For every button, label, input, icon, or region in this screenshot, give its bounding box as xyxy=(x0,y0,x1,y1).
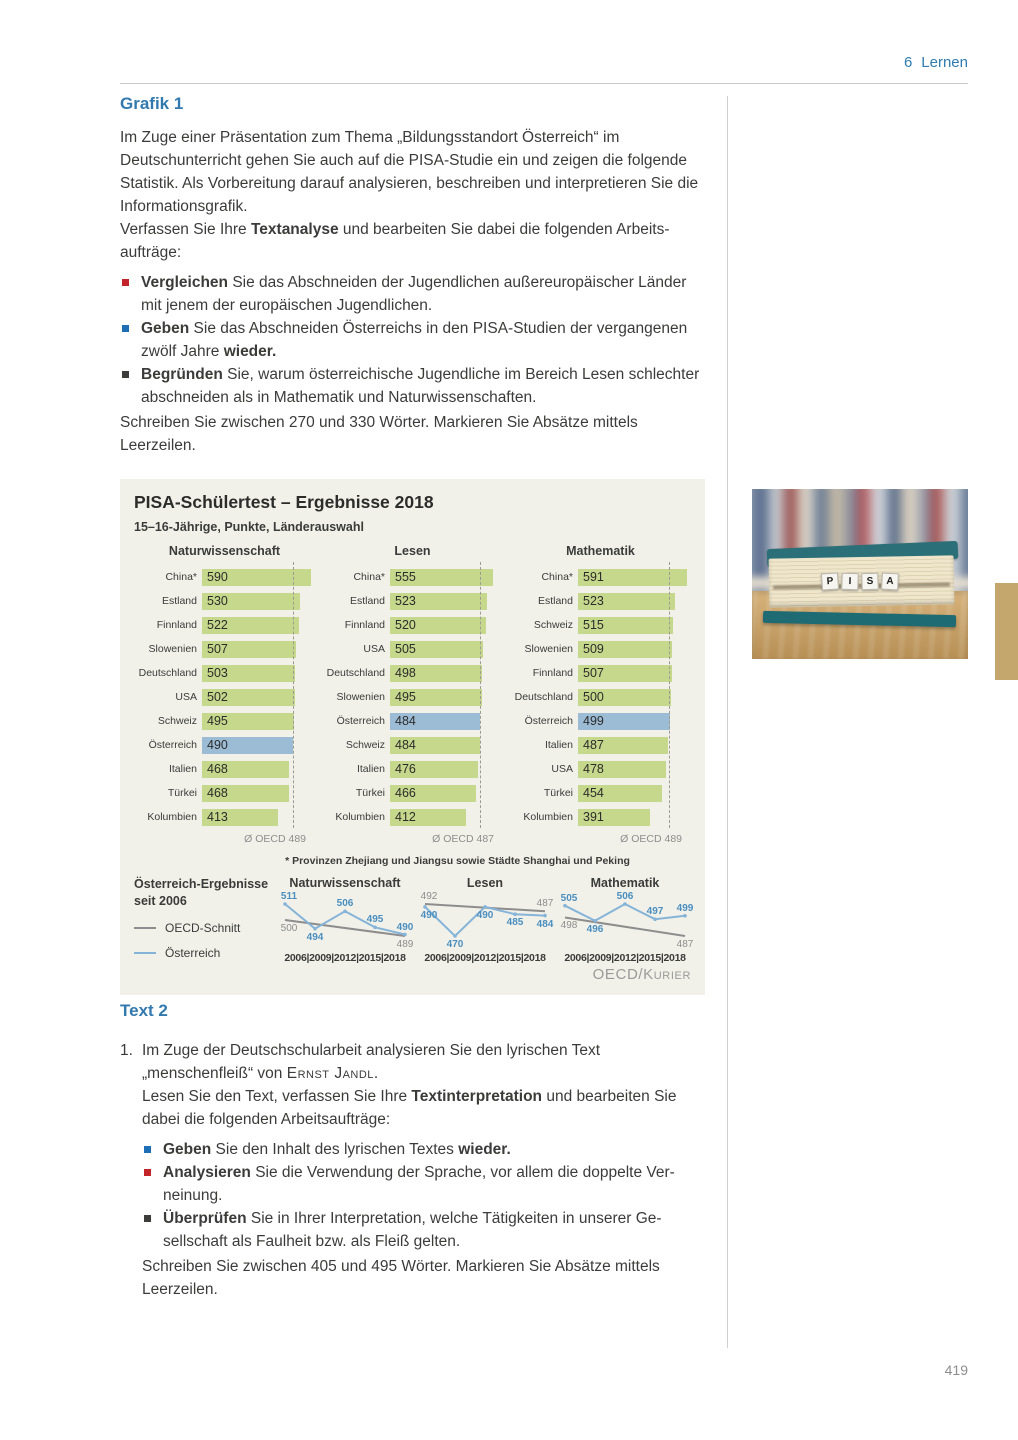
bar-track xyxy=(578,761,691,778)
bar-value: 507 xyxy=(207,642,228,656)
bullet-item xyxy=(142,1161,705,1207)
country-label: Slowenien xyxy=(524,643,573,655)
bar-column xyxy=(322,544,503,845)
country-label: Italien xyxy=(544,739,573,751)
bar-row xyxy=(510,637,691,661)
bar-track xyxy=(390,785,503,802)
data-label: 506 xyxy=(336,898,354,910)
bar xyxy=(202,641,296,658)
bar-track xyxy=(202,713,315,730)
bar-track xyxy=(202,737,315,754)
data-label: 487 xyxy=(536,898,554,910)
data-label: 484 xyxy=(536,918,554,930)
bar-value: 500 xyxy=(583,690,604,704)
country-label: Schweiz xyxy=(533,619,573,631)
bar-track xyxy=(390,641,503,658)
bar-row xyxy=(322,805,503,829)
bar xyxy=(578,617,673,634)
main-column xyxy=(120,88,705,1301)
bar xyxy=(202,593,300,610)
legend-item xyxy=(134,946,269,960)
bar-track xyxy=(202,569,315,586)
bar-row xyxy=(322,637,503,661)
bullet-text: Analysieren Sie die Verwendung der Sprache, vor allem die doppelte Verneinung. xyxy=(163,1164,675,1204)
bar-value: 490 xyxy=(207,738,228,752)
bar-track xyxy=(578,665,691,682)
bar-row xyxy=(510,757,691,781)
data-label: 495 xyxy=(366,914,384,926)
oecd-average-label: Ø OECD 489 xyxy=(620,833,682,845)
bar xyxy=(390,737,480,754)
bar-value: 515 xyxy=(583,618,604,632)
bar-value: 498 xyxy=(395,666,416,680)
bar-value: 391 xyxy=(583,810,604,824)
margin-tab xyxy=(995,583,1018,680)
country-label: Deutschland xyxy=(514,691,573,703)
grafik1-heading: Grafik 1 xyxy=(120,94,184,113)
bar-track xyxy=(202,617,315,634)
letter-tiles xyxy=(821,573,898,590)
pisa-chart-panel xyxy=(120,479,705,995)
bar-value: 466 xyxy=(395,786,416,800)
bar-value: 454 xyxy=(583,786,604,800)
text2-task-paragraph: Lesen Sie den Text, verfassen Sie Ihre Textinterpretation und bearbeiten Sie dabei die folgenden Arbeitsaufträge: xyxy=(142,1088,677,1128)
data-label: 490 xyxy=(396,921,414,933)
bullet-square-icon xyxy=(144,1215,151,1222)
bar xyxy=(390,593,487,610)
bar xyxy=(390,713,480,730)
bar-track xyxy=(390,713,503,730)
bar-value: 487 xyxy=(583,738,604,752)
bar-row xyxy=(510,613,691,637)
country-label: Slowenien xyxy=(336,691,385,703)
letter-tile: S xyxy=(861,573,879,591)
bar-track xyxy=(202,809,315,826)
data-label: 511 xyxy=(280,891,298,902)
bar-track xyxy=(390,737,503,754)
oecd-average-label: Ø OECD 489 xyxy=(244,833,306,845)
bar-row xyxy=(134,805,315,829)
bar xyxy=(202,617,299,634)
bar xyxy=(578,809,650,826)
bar-chart-columns xyxy=(134,544,691,845)
country-label: Finnland xyxy=(156,619,197,631)
chapter-number: 6 xyxy=(903,54,913,71)
data-label: 497 xyxy=(646,906,664,918)
bar-column xyxy=(134,544,315,845)
bar-row xyxy=(510,661,691,685)
bar-row xyxy=(134,637,315,661)
bar-row xyxy=(322,757,503,781)
chapter-title: Lernen xyxy=(921,54,968,71)
country-label: Türkei xyxy=(167,787,197,799)
oecd-average-label: Ø OECD 487 xyxy=(432,833,494,845)
bar-track xyxy=(390,689,503,706)
bullet-square-icon xyxy=(144,1146,151,1153)
bar xyxy=(202,737,293,754)
bar xyxy=(390,665,482,682)
bar xyxy=(202,761,289,778)
book-cover-bottom xyxy=(762,611,955,628)
bars-area xyxy=(134,565,315,829)
text2-bullet-list xyxy=(142,1138,705,1253)
country-label: Finnland xyxy=(344,619,385,631)
data-label: 470 xyxy=(446,939,464,950)
oecd-average-dashed-line xyxy=(480,562,481,828)
letter-tile: A xyxy=(881,572,899,590)
bar-track xyxy=(390,809,503,826)
bar-value: 413 xyxy=(207,810,228,824)
bar-value: 484 xyxy=(395,738,416,752)
data-label: 485 xyxy=(506,917,524,929)
grafik1-bullet-list xyxy=(120,271,705,409)
bar-track xyxy=(390,761,503,778)
bar-row xyxy=(510,733,691,757)
bar xyxy=(578,713,670,730)
bar-row xyxy=(134,589,315,613)
bars-area xyxy=(510,565,691,829)
country-label: Estland xyxy=(161,595,197,607)
bar-value: 503 xyxy=(207,666,228,680)
bar-value: 505 xyxy=(395,642,416,656)
trend-column-header: Mathematik xyxy=(590,876,660,890)
country-label: USA xyxy=(551,763,573,775)
trend-years-axis: 2006|2009|2012|2015|2018 xyxy=(424,952,546,964)
data-label: 498 xyxy=(560,920,578,932)
country-label: Estland xyxy=(349,595,385,607)
oecd-average-dashed-line xyxy=(669,562,670,828)
data-label: 506 xyxy=(616,891,634,902)
country-label: Schweiz xyxy=(345,739,385,751)
bar xyxy=(390,785,476,802)
bar-value: 590 xyxy=(207,570,228,584)
bar-track xyxy=(578,641,691,658)
text2-body xyxy=(142,1039,705,1301)
bar-row xyxy=(322,685,503,709)
bar-value: 523 xyxy=(395,594,416,608)
bullet-item xyxy=(120,271,705,317)
bar-value: 484 xyxy=(395,714,416,728)
bar-row xyxy=(510,685,691,709)
bar xyxy=(390,761,478,778)
bar-track xyxy=(578,713,691,730)
bar-row xyxy=(134,613,315,637)
country-label: Kolumbien xyxy=(523,811,573,823)
bar-track xyxy=(202,665,315,682)
bar-value: 502 xyxy=(207,690,228,704)
bullet-text: Vergleichen Sie das Abschneiden der Jugendlichen außereuropäischer Länder mit jenem der europäischen Jugendlichen. xyxy=(141,274,687,314)
header-rule xyxy=(120,83,968,84)
bar xyxy=(202,665,295,682)
bar xyxy=(202,713,294,730)
bar xyxy=(202,569,311,586)
pisa-book-photo xyxy=(752,489,968,659)
bar-row xyxy=(134,757,315,781)
bar-row xyxy=(510,589,691,613)
trend-mini-chart xyxy=(279,876,414,964)
bar-row xyxy=(322,733,503,757)
country-label: USA xyxy=(363,643,385,655)
bar xyxy=(578,737,668,754)
trend-legend xyxy=(134,876,269,964)
column-header: Naturwissenschaft xyxy=(168,544,281,558)
column-header: Mathematik xyxy=(566,544,635,558)
legend-label: Österreich xyxy=(165,946,221,960)
page-number: 419 xyxy=(944,1362,968,1378)
bar-row xyxy=(510,565,691,589)
bar-track xyxy=(578,737,691,754)
bar-value: 523 xyxy=(583,594,604,608)
bar-track xyxy=(202,641,315,658)
legend-line-swatch xyxy=(134,927,156,929)
country-label: Deutschland xyxy=(326,667,385,679)
bar-track xyxy=(578,785,691,802)
bullet-square-icon xyxy=(122,279,129,286)
bar-row xyxy=(322,589,503,613)
book xyxy=(761,545,960,627)
bar xyxy=(578,593,675,610)
country-label: China* xyxy=(165,571,197,583)
bar xyxy=(578,689,671,706)
item-number: 1. xyxy=(120,1042,133,1059)
bar-row xyxy=(322,709,503,733)
column-header: Lesen xyxy=(394,544,431,558)
bar-row xyxy=(134,661,315,685)
bar-value: 468 xyxy=(207,786,228,800)
data-label: 500 xyxy=(280,923,298,934)
bar-value: 507 xyxy=(583,666,604,680)
data-label: 505 xyxy=(560,892,578,904)
bar-value: 412 xyxy=(395,810,416,824)
bullet-item xyxy=(120,317,705,363)
country-label: Estland xyxy=(537,595,573,607)
bar xyxy=(390,641,483,658)
bar-value: 476 xyxy=(395,762,416,776)
data-label: 489 xyxy=(396,939,414,950)
bar-value: 530 xyxy=(207,594,228,608)
bar xyxy=(202,785,289,802)
bar-row xyxy=(510,781,691,805)
bullet-text: Geben Sie das Abschneiden Österreichs in den PISA-Studien der vergangenen zwölf Jahre wieder. xyxy=(141,320,688,360)
chart-title: PISA-Schülertest – Ergebnisse 2018 xyxy=(134,492,434,512)
trend-legend-items xyxy=(134,921,269,960)
country-label: Slowenien xyxy=(148,643,197,655)
bar-row xyxy=(322,613,503,637)
chart-subtitle: 15–16-Jährige, Punkte, Länderauswahl xyxy=(134,520,364,534)
country-label: Österreich xyxy=(336,715,385,727)
bar-column xyxy=(510,544,691,845)
trend-heading: Österreich-Ergebnisse seit 2006 xyxy=(134,877,269,908)
bar-row xyxy=(510,709,691,733)
bar-value: 468 xyxy=(207,762,228,776)
text2-word-count-paragraph: Schreiben Sie zwischen 405 und 495 Wörter. Markieren Sie Absätze mittels Leerzeilen. xyxy=(142,1258,660,1298)
bar-track xyxy=(390,617,503,634)
bar-value: 499 xyxy=(583,714,604,728)
country-label: Österreich xyxy=(148,739,197,751)
country-label: China* xyxy=(541,571,573,583)
bar-track xyxy=(578,617,691,634)
bar-value: 495 xyxy=(395,690,416,704)
bar-value: 495 xyxy=(207,714,228,728)
legend-line-swatch xyxy=(134,952,156,954)
bar-track xyxy=(390,665,503,682)
trend-column-header: Naturwissenschaft xyxy=(289,876,401,890)
letter-tile: I xyxy=(841,573,859,591)
bar xyxy=(578,641,672,658)
bar-row xyxy=(134,565,315,589)
trend-section xyxy=(134,876,694,964)
country-label: Deutschland xyxy=(138,667,197,679)
bar-track xyxy=(202,761,315,778)
bar-track xyxy=(578,689,691,706)
bar-row xyxy=(510,805,691,829)
bar-track xyxy=(578,569,691,586)
bar-value: 522 xyxy=(207,618,228,632)
bar-value: 478 xyxy=(583,762,604,776)
data-label: 492 xyxy=(420,891,438,902)
bar xyxy=(578,761,666,778)
bars-area xyxy=(322,565,503,829)
bullet-item xyxy=(120,363,705,409)
trend-years-axis: 2006|2009|2012|2015|2018 xyxy=(564,952,686,964)
country-label: Finnland xyxy=(532,667,573,679)
country-label: Schweiz xyxy=(157,715,197,727)
legend-label: OECD-Schnitt xyxy=(165,921,241,935)
bar-track xyxy=(202,689,315,706)
bar xyxy=(202,689,295,706)
bar-track xyxy=(202,785,315,802)
data-label: 494 xyxy=(306,931,324,943)
bar xyxy=(202,809,278,826)
bar-value: 591 xyxy=(583,570,604,584)
bar-row xyxy=(322,781,503,805)
trend-column-header: Lesen xyxy=(466,876,504,890)
bar xyxy=(578,785,662,802)
bar-row xyxy=(134,709,315,733)
bar xyxy=(578,665,672,682)
bullet-item xyxy=(142,1207,705,1253)
bar-track xyxy=(390,593,503,610)
trend-years-axis: 2006|2009|2012|2015|2018 xyxy=(284,952,406,964)
trend-mini-chart xyxy=(559,876,694,964)
bar xyxy=(390,617,486,634)
bar xyxy=(390,569,493,586)
grafik1-intro-paragraph: Im Zuge einer Präsentation zum Thema „Bildungsstandort Österreich“ im Deutschunterricht gehen Sie auch auf die PISA-Studie ein und zeigen die folgende Statistik. Als Vorbereitung darauf analysieren, beschreiben und interpretieren Sie die Informationsgrafik. xyxy=(120,129,699,215)
country-label: China* xyxy=(353,571,385,583)
bullet-item xyxy=(142,1138,705,1161)
bar-track xyxy=(390,569,503,586)
column-divider xyxy=(727,96,728,1348)
data-label: 496 xyxy=(586,923,604,935)
chart-footnote: * Provinzen Zhejiang und Jiangsu sowie Städte Shanghai und Peking xyxy=(285,855,630,867)
bullet-square-icon xyxy=(144,1169,151,1176)
country-label: Italien xyxy=(168,763,197,775)
grafik1-task-paragraph: Verfassen Sie Ihre Textanalyse und bearbeiten Sie dabei die folgenden Arbeitsaufträge: xyxy=(120,221,670,261)
letter-tile: P xyxy=(821,572,839,590)
data-label: 490 xyxy=(476,909,494,921)
trend-mini-charts xyxy=(279,876,694,964)
bar-value: 520 xyxy=(395,618,416,632)
bar-row xyxy=(134,733,315,757)
bar-track xyxy=(578,593,691,610)
bar xyxy=(578,569,687,586)
country-label: Österreich xyxy=(524,715,573,727)
oecd-average-dashed-line xyxy=(293,562,294,828)
country-label: Italien xyxy=(356,763,385,775)
text2-heading: Text 2 xyxy=(120,1001,168,1020)
running-head xyxy=(904,54,968,71)
bar-row xyxy=(322,565,503,589)
bar xyxy=(390,689,482,706)
country-label: USA xyxy=(175,691,197,703)
data-label: 490 xyxy=(420,909,438,921)
chart-source: OECD/Kurier xyxy=(592,966,691,983)
bar xyxy=(390,809,466,826)
bar-track xyxy=(578,809,691,826)
bar-row xyxy=(322,661,503,685)
text2-intro-paragraph: Im Zuge der Deutschschularbeit analysieren Sie den lyrischen Text „menschenfleiß“ von Ernst Jandl. xyxy=(142,1042,601,1082)
bar-value: 509 xyxy=(583,642,604,656)
legend-item xyxy=(134,921,269,935)
bar-row xyxy=(134,781,315,805)
bullet-text: Überprüfen Sie in Ihrer Interpretation, welche Tätigkeiten in unserer Gesellschaft als Faulheit bzw. als Fleiß gelten. xyxy=(163,1210,662,1250)
text2-numbered-item xyxy=(120,1039,705,1301)
bar-row xyxy=(134,685,315,709)
grafik1-word-count-paragraph: Schreiben Sie zwischen 270 und 330 Wörter. Markieren Sie Absätze mittels Leerzeilen. xyxy=(120,414,638,454)
country-label: Kolumbien xyxy=(147,811,197,823)
bullet-text: Begründen Sie, warum österreichische Jugendliche im Bereich Lesen schlechter abschneiden als in Mathematik und Naturwissenschaften. xyxy=(141,366,700,406)
bullet-text: Geben Sie den Inhalt des lyrischen Textes wieder. xyxy=(163,1141,511,1158)
bullet-square-icon xyxy=(122,371,129,378)
data-label: 499 xyxy=(676,902,694,914)
bar-value: 555 xyxy=(395,570,416,584)
country-label: Türkei xyxy=(355,787,385,799)
trend-mini-chart xyxy=(419,876,554,964)
country-label: Türkei xyxy=(543,787,573,799)
country-label: Kolumbien xyxy=(335,811,385,823)
data-label: 487 xyxy=(676,939,694,950)
bar-track xyxy=(202,593,315,610)
bullet-square-icon xyxy=(122,325,129,332)
